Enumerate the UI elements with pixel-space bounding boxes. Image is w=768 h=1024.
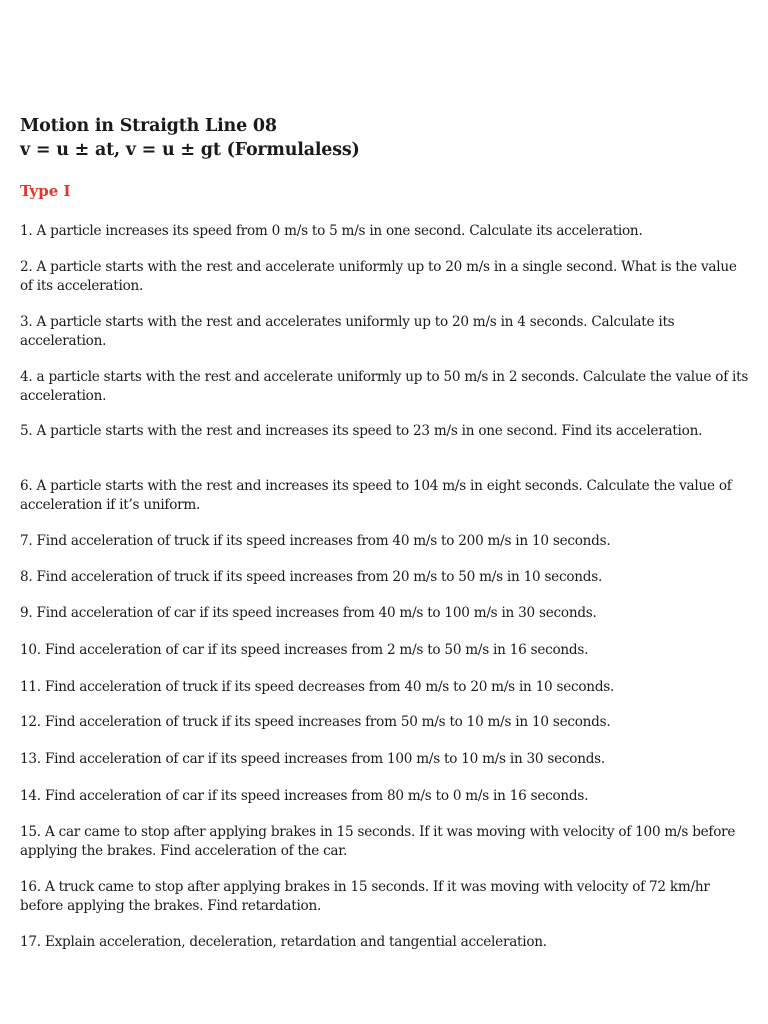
question-item: 7. Find acceleration of truck if its speed increases from 40 m/s to 200 m/s in 10 seconds. [20,533,611,549]
question-item: 16. A truck came to stop after applying brakes in 15 seconds. If it was moving with velocity of 72 km/hr before applying the brakes. Find retardation. [20,879,710,914]
question-item: 15. A car came to stop after applying brakes in 15 seconds. If it was moving with velocity of 100 m/s before applying the brakes. Find acceleration of the car. [20,824,736,859]
question-item: 3. A particle starts with the rest and accelerates uniformly up to 20 m/s in 4 seconds. Calculate its acceleration. [20,314,675,349]
section-heading: Type I [20,182,71,200]
question-item: 12. Find acceleration of truck if its speed increases from 50 m/s to 10 m/s in 10 seconds. [20,714,611,730]
document-title [20,114,750,162]
question-item: 10. Find acceleration of car if its speed increases from 2 m/s to 50 m/s in 16 seconds. [20,642,589,658]
question-item: 9. Find acceleration of car if its speed increases from 40 m/s to 100 m/s in 30 seconds. [20,605,597,621]
question-item: 1. A particle increases its speed from 0 m/s to 5 m/s in one second. Calculate its acceleration. [20,223,643,239]
question-item: 11. Find acceleration of truck if its speed decreases from 40 m/s to 20 m/s in 10 seconds. [20,679,615,695]
question-item: 13. Find acceleration of car if its speed increases from 100 m/s to 10 m/s in 30 seconds. [20,751,605,767]
title-line-1: Motion in Straigth Line 08 [20,116,277,136]
question-item: 4. a particle starts with the rest and accelerate uniformly up to 50 m/s in 2 seconds. Calculate the value of its acceleration. [20,369,749,404]
title-line-2: v = u ± at, v = u ± gt (Formulaless) [20,140,360,160]
question-item: 14. Find acceleration of car if its speed increases from 80 m/s to 0 m/s in 16 seconds. [20,788,589,804]
question-item: 8. Find acceleration of truck if its speed increases from 20 m/s to 50 m/s in 10 seconds. [20,569,603,585]
question-item: 6. A particle starts with the rest and increases its speed to 104 m/s in eight seconds. Calculate the value of acceleration if it’s uniform. [20,478,732,513]
question-item: 17. Explain acceleration, deceleration, retardation and tangential acceleration. [20,934,547,950]
question-item: 5. A particle starts with the rest and increases its speed to 23 m/s in one second. Find its acceleration. [20,423,703,439]
question-item: 2. A particle starts with the rest and accelerate uniformly up to 20 m/s in a single second. What is the value of its acceleration. [20,259,737,294]
